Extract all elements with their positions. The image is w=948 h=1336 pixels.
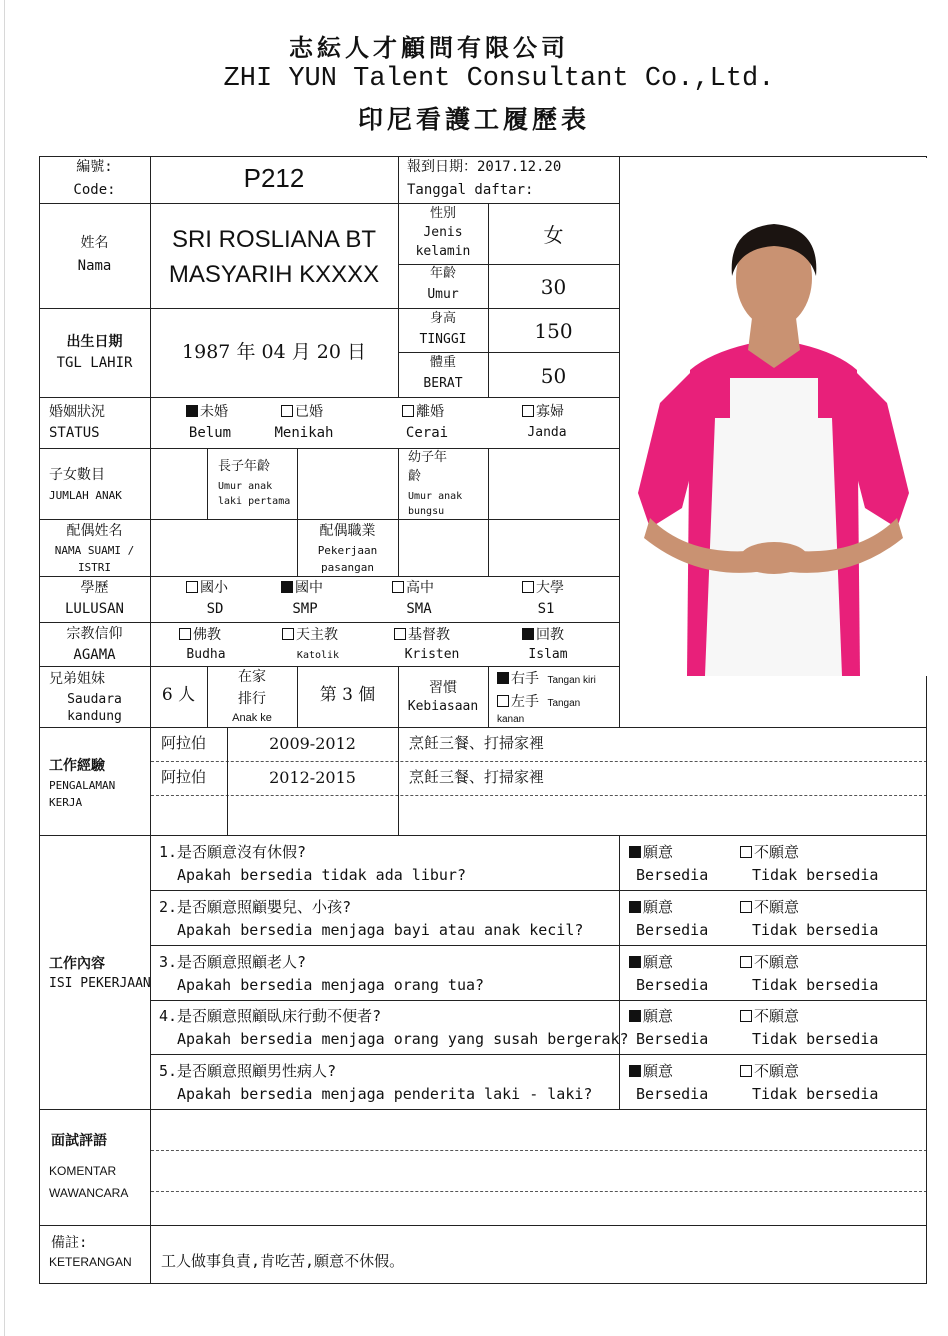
spouse-job-label-id-1: Pekerjaan [317, 544, 378, 557]
name-line-1: SRI ROSLIANA BT [171, 226, 377, 253]
gender-label-id-1: Jenis [423, 225, 463, 240]
document-title: 印尼看護工履歷表 [357, 105, 590, 134]
spouse-job-label-zh: 配偶職業 [319, 523, 376, 539]
marital-option-janda[interactable]: 寡婦 [522, 403, 564, 421]
job-question-3-id: Apakah bersedia menjaga orang tua? [177, 976, 485, 994]
age-value: 30 [540, 275, 567, 299]
religion-label-id: AGAMA [73, 647, 116, 663]
checkbox-icon [497, 672, 509, 684]
eldest-age-label-zh: 長子年齡 [218, 459, 271, 474]
job-question-5-id: Apakah bersedia menjaga penderita laki - laki? [177, 1085, 593, 1103]
education-option-smp-id: SMP [292, 601, 318, 617]
interview-label-id-1: KOMENTAR [49, 1164, 117, 1178]
job-question-2-id: Apakah bersedia menjaga bayi atau anak kecil? [177, 921, 584, 939]
experience-label-id-1: PENGALAMAN [49, 779, 116, 792]
checkbox-icon [392, 581, 404, 593]
eldest-age-label-id-2: laki pertama [218, 496, 291, 507]
youngest-age-label-id-2: bungsu [408, 506, 445, 517]
birth-order-label-id: Anak ke [232, 712, 272, 724]
job-question-1-zh: 1.是否願意沒有休假? [159, 843, 307, 861]
education-option-s1[interactable]: 大學 [522, 579, 564, 597]
spouse-name-label-zh: 配偶姓名 [66, 523, 123, 539]
weight-label-zh: 體重 [429, 355, 456, 370]
religion-option-kristen[interactable]: 基督教 [394, 626, 450, 644]
job-q4-yes-label-id: Bersedia [636, 1030, 709, 1048]
religion-option-budha-id: Budha [186, 647, 226, 662]
habit-label-id: Kebiasaan [407, 699, 479, 714]
checkbox-icon [629, 956, 641, 968]
religion-option-islam-id: Islam [528, 647, 568, 662]
experience-row-2-country: 阿拉伯 [161, 768, 207, 786]
job-q4-no-option[interactable]: 不願意 [740, 1007, 799, 1027]
left-hand-option[interactable]: 左手 Tangan [497, 693, 580, 711]
left-hand-label-id-2: kanan [497, 714, 525, 725]
birth-label-zh: 出生日期 [66, 334, 123, 350]
birth-order-value: 第 3 個 [319, 685, 376, 705]
remarks-value: 工人做事負責,肯吃苦,願意不休假。 [161, 1252, 405, 1270]
gender-label-id-2: kelamin [415, 244, 471, 259]
youngest-age-label-id-1: Umur anak [408, 491, 463, 502]
weight-label-id: BERAT [423, 376, 463, 391]
checkbox-icon [740, 901, 752, 913]
job-q3-yes-label-id: Bersedia [636, 976, 709, 994]
weight-value: 50 [540, 364, 567, 388]
checkbox-icon [186, 581, 198, 593]
job-label-id: ISI PEKERJAAN [49, 976, 151, 991]
education-option-sma[interactable]: 高中 [392, 579, 434, 597]
job-q5-yes-option[interactable]: 願意 [629, 1062, 673, 1082]
marital-label-zh: 婚姻狀況 [49, 404, 105, 420]
gender-value: 女 [543, 223, 564, 247]
siblings-label-id-1: Saudara [67, 692, 122, 707]
marital-option-cerai[interactable]: 離婚 [402, 403, 444, 421]
job-q3-no-label-id: Tidak bersedia [752, 976, 879, 994]
education-option-smp[interactable]: 國中 [281, 579, 323, 597]
height-label-zh: 身高 [429, 311, 456, 326]
siblings-count: 6 人 [161, 685, 196, 705]
experience-row-1-duties: 烹飪三餐、打掃家裡 [409, 734, 545, 752]
height-label-id: TINGGI [419, 332, 467, 347]
job-q4-yes-option[interactable]: 願意 [629, 1007, 673, 1027]
religion-option-kristen-id: Kristen [404, 647, 460, 662]
job-question-2-zh: 2.是否願意照顧嬰兒、小孩? [159, 898, 352, 916]
experience-row-1-country: 阿拉伯 [161, 734, 207, 752]
registration-label-zh: 報到日期：2017.12.20 [407, 159, 562, 175]
birth-order-label-zh-2: 排行 [238, 691, 266, 707]
name-line-2: MASYARIH KXXXX [168, 261, 380, 288]
job-question-3-zh: 3.是否願意照顧老人? [159, 953, 307, 971]
job-question-4-zh: 4.是否願意照顧臥床行動不便者? [159, 1007, 382, 1025]
job-q2-yes-option[interactable]: 願意 [629, 898, 673, 918]
name-label-id: Nama [77, 258, 112, 274]
job-q1-yes-option[interactable]: 願意 [629, 843, 673, 863]
youngest-age-label-zh-1: 幼子年 [408, 450, 448, 465]
spouse-name-label-id-2: ISTRI [77, 561, 112, 574]
checkbox-icon [740, 846, 752, 858]
checkbox-icon [497, 695, 509, 707]
job-q2-no-option[interactable]: 不願意 [740, 898, 799, 918]
age-label-zh: 年齡 [429, 266, 456, 281]
marital-option-menikah[interactable]: 已婚 [281, 403, 323, 421]
job-q5-no-label-id: Tidak bersedia [752, 1085, 879, 1103]
right-hand-option[interactable]: 右手 Tangan kiri [497, 670, 596, 688]
spouse-name-label-id-1: NAMA SUAMI / [54, 544, 135, 557]
company-name-zh: 志紜人才顧問有限公司 [289, 33, 569, 62]
marital-option-menikah-id: Menikah [274, 425, 334, 441]
religion-option-budha[interactable]: 佛教 [179, 626, 221, 644]
education-option-sd-id: SD [206, 601, 224, 617]
birth-value: 1987 年 04 月 20 日 [182, 341, 366, 363]
checkbox-icon [179, 628, 191, 640]
company-name-en: ZHI YUN Talent Consultant Co.,Ltd. [223, 64, 775, 94]
job-q3-yes-option[interactable]: 願意 [629, 953, 673, 973]
experience-row-1-period: 2009-2012 [269, 734, 356, 753]
education-option-sd[interactable]: 國小 [186, 579, 228, 597]
marital-option-cerai-id: Cerai [405, 425, 449, 441]
religion-option-katolik-id: Katolik [296, 650, 340, 661]
experience-label-zh: 工作經驗 [49, 758, 105, 774]
checkbox-icon [282, 628, 294, 640]
applicant-photo [620, 158, 927, 676]
code-label-zh: 編號: [76, 159, 113, 175]
job-question-4-id: Apakah bersedia menjaga orang yang susah bergerak? [177, 1030, 629, 1048]
job-q5-no-option[interactable]: 不願意 [740, 1062, 799, 1082]
marital-option-janda-id: Janda [527, 425, 567, 440]
checkbox-icon [522, 405, 534, 417]
interview-label-zh: 面試評語 [51, 1133, 107, 1149]
job-question-1-id: Apakah bersedia tidak ada libur? [177, 866, 466, 884]
marital-option-belum-id: Belum [188, 425, 232, 441]
youngest-age-label-zh-2: 齡 [408, 469, 422, 484]
checkbox-icon [629, 1010, 641, 1022]
experience-label-id-2: KERJA [49, 796, 83, 809]
gender-label-zh: 性別 [429, 206, 456, 221]
siblings-label-id-2: kandung [67, 709, 122, 724]
education-option-sma-id: SMA [406, 601, 432, 617]
job-q2-yes-label-id: Bersedia [636, 921, 709, 939]
education-label-zh: 學歷 [80, 580, 109, 596]
eldest-age-label-id-1: Umur anak [218, 481, 273, 492]
checkbox-icon [281, 581, 293, 593]
checkbox-icon [629, 1065, 641, 1077]
job-q1-no-option[interactable]: 不願意 [740, 843, 799, 863]
marital-option-belum[interactable]: 未婚 [186, 403, 228, 421]
checkbox-icon [394, 628, 406, 640]
job-label-zh: 工作內容 [49, 956, 105, 972]
checkbox-icon [740, 956, 752, 968]
applicant-photo-illustration [620, 158, 927, 676]
religion-option-katolik[interactable]: 天主教 [282, 626, 338, 644]
job-q5-yes-label-id: Bersedia [636, 1085, 709, 1103]
checkbox-icon [186, 405, 198, 417]
interview-comment-field[interactable] [152, 1112, 924, 1222]
age-label-id: Umur [427, 287, 459, 302]
interview-label-id-2: WAWANCARA [49, 1186, 129, 1200]
code-value: P212 [243, 163, 305, 193]
job-q2-no-label-id: Tidak bersedia [752, 921, 879, 939]
job-q1-no-label-id: Tidak bersedia [752, 866, 879, 884]
checkbox-icon [740, 1010, 752, 1022]
religion-option-islam[interactable]: 回教 [522, 626, 564, 644]
name-label-zh: 姓名 [80, 235, 109, 251]
remarks-label-zh: 備註: [51, 1235, 88, 1251]
height-value: 150 [534, 319, 573, 343]
birth-label-id: TGL LAHIR [56, 355, 133, 371]
religion-label-zh: 宗教信仰 [66, 626, 123, 642]
checkbox-icon [629, 901, 641, 913]
education-option-s1-id: S1 [537, 601, 555, 617]
siblings-label-zh: 兄弟姐妹 [49, 671, 105, 687]
job-q4-no-label-id: Tidak bersedia [752, 1030, 879, 1048]
spouse-job-label-id-2: pasangan [321, 561, 374, 574]
job-q1-yes-label-id: Bersedia [636, 866, 709, 884]
experience-row-2-period: 2012-2015 [269, 768, 356, 787]
education-label-id: LULUSAN [64, 601, 124, 617]
experience-row-2-duties: 烹飪三餐、打掃家裡 [409, 768, 545, 786]
checkbox-icon [402, 405, 414, 417]
checkbox-icon [281, 405, 293, 417]
habit-label-zh: 習慣 [429, 680, 457, 696]
registration-label-id: Tanggal daftar: [407, 182, 534, 198]
checkbox-icon [522, 628, 534, 640]
remarks-label-id: KETERANGAN [49, 1255, 132, 1269]
children-label-id: JUMLAH ANAK [49, 489, 122, 502]
children-label-zh: 子女數目 [49, 467, 105, 483]
job-q3-no-option[interactable]: 不願意 [740, 953, 799, 973]
job-question-5-zh: 5.是否願意照顧男性病人? [159, 1062, 337, 1080]
marital-label-id: STATUS [49, 425, 100, 441]
birth-order-label-zh-1: 在家 [238, 669, 266, 685]
code-label-id: Code: [73, 182, 116, 198]
checkbox-icon [522, 581, 534, 593]
checkbox-icon [629, 846, 641, 858]
checkbox-icon [740, 1065, 752, 1077]
